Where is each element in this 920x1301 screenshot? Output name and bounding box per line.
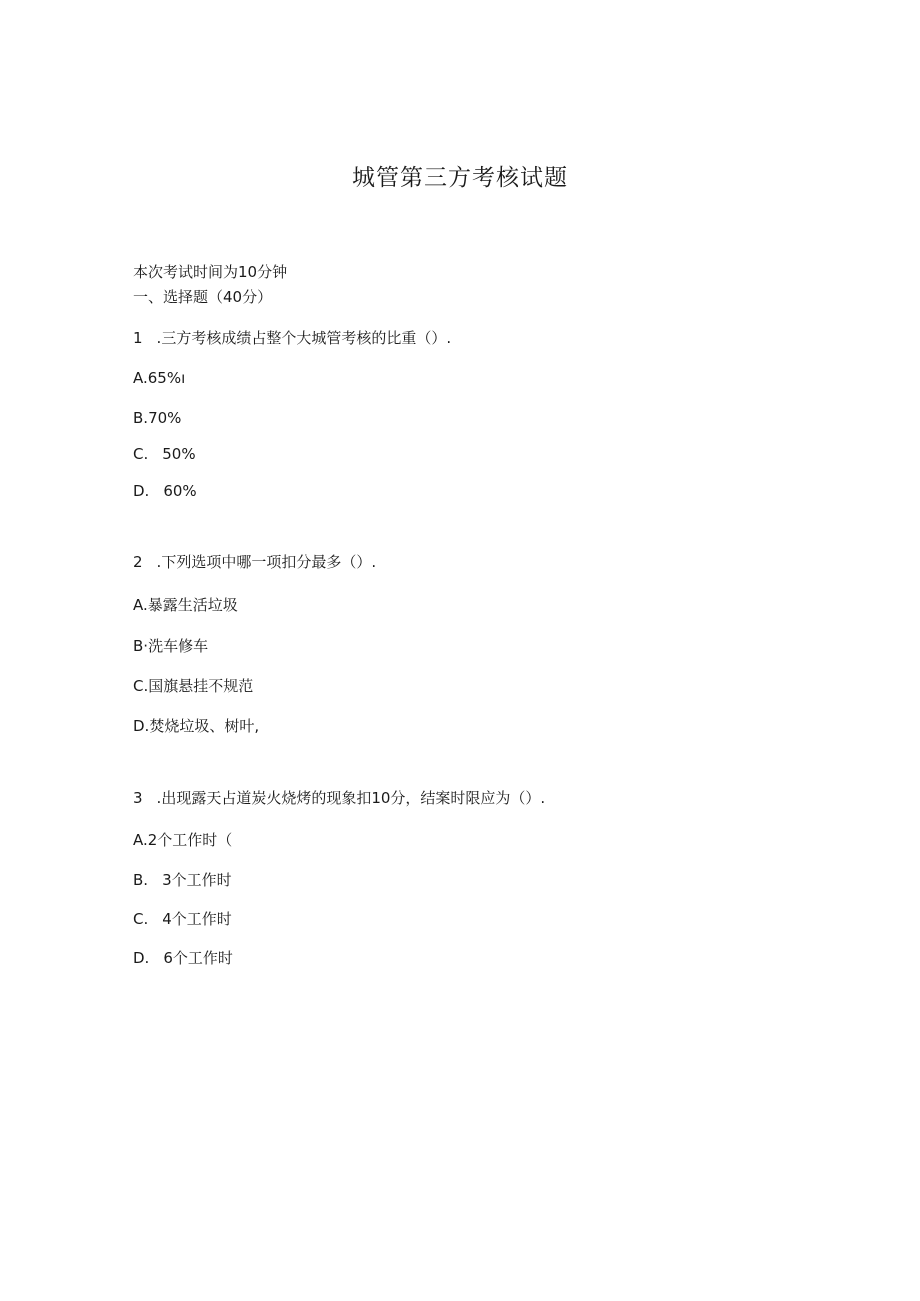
question-1 [133, 328, 451, 348]
option-letter: D. [133, 482, 150, 500]
option-letter: B· [133, 637, 149, 655]
option-text: 暴露生活垃圾 [147, 596, 238, 614]
q1-option-c [133, 444, 196, 464]
option-letter: B. [133, 871, 149, 889]
option-text: 洗车修车 [148, 637, 209, 655]
q1-option-d [133, 481, 197, 501]
option-text: 60% [163, 482, 197, 500]
exam-time-note: 本次考试时间为10分钟 [133, 263, 288, 281]
option-letter: D. [133, 717, 150, 735]
question-stem: .出现露天占道炭火烧烤的现象扣10分，结案时限应为（）. [156, 789, 546, 807]
option-text: 50% [162, 445, 196, 463]
q3-option-a [133, 830, 232, 850]
option-letter: C. [133, 910, 149, 928]
option-text: 3个工作时 [162, 871, 232, 889]
option-letter: A. [133, 596, 148, 614]
option-text: 国旗悬挂不规范 [148, 677, 254, 695]
option-text: 4个工作时 [162, 910, 232, 928]
option-letter: C. [133, 677, 149, 695]
option-text: 2个工作时（ [147, 831, 233, 849]
question-stem: .三方考核成绩占整个大城管考核的比重（）. [156, 329, 452, 347]
option-text: 70% [148, 409, 182, 427]
q3-option-d [133, 948, 233, 968]
option-letter: C. [133, 445, 149, 463]
question-stem: .下列选项中哪一项扣分最多（）. [156, 553, 377, 571]
question-number: 1 [133, 329, 143, 347]
option-text: 6个工作时 [163, 949, 233, 967]
q2-option-d [133, 716, 259, 736]
question-2 [133, 552, 376, 572]
q2-option-c [133, 676, 253, 696]
q1-option-b [133, 408, 181, 428]
question-number: 2 [133, 553, 143, 571]
q2-option-a [133, 595, 238, 615]
document-title: 城管第三方考核试题 [352, 165, 568, 191]
question-3 [133, 788, 545, 808]
option-letter: A. [133, 831, 148, 849]
question-number: 3 [133, 789, 143, 807]
q3-option-b [133, 870, 232, 890]
section-heading: 一、选择题（40分） [133, 288, 273, 306]
option-text: 焚烧垃圾、树叶, [149, 717, 260, 735]
q3-option-c [133, 909, 232, 929]
option-letter: D. [133, 949, 150, 967]
q1-option-a [133, 368, 185, 388]
option-text: 65%ı [147, 369, 186, 387]
option-letter: B. [133, 409, 149, 427]
q2-option-b [133, 636, 208, 656]
option-letter: A. [133, 369, 148, 387]
